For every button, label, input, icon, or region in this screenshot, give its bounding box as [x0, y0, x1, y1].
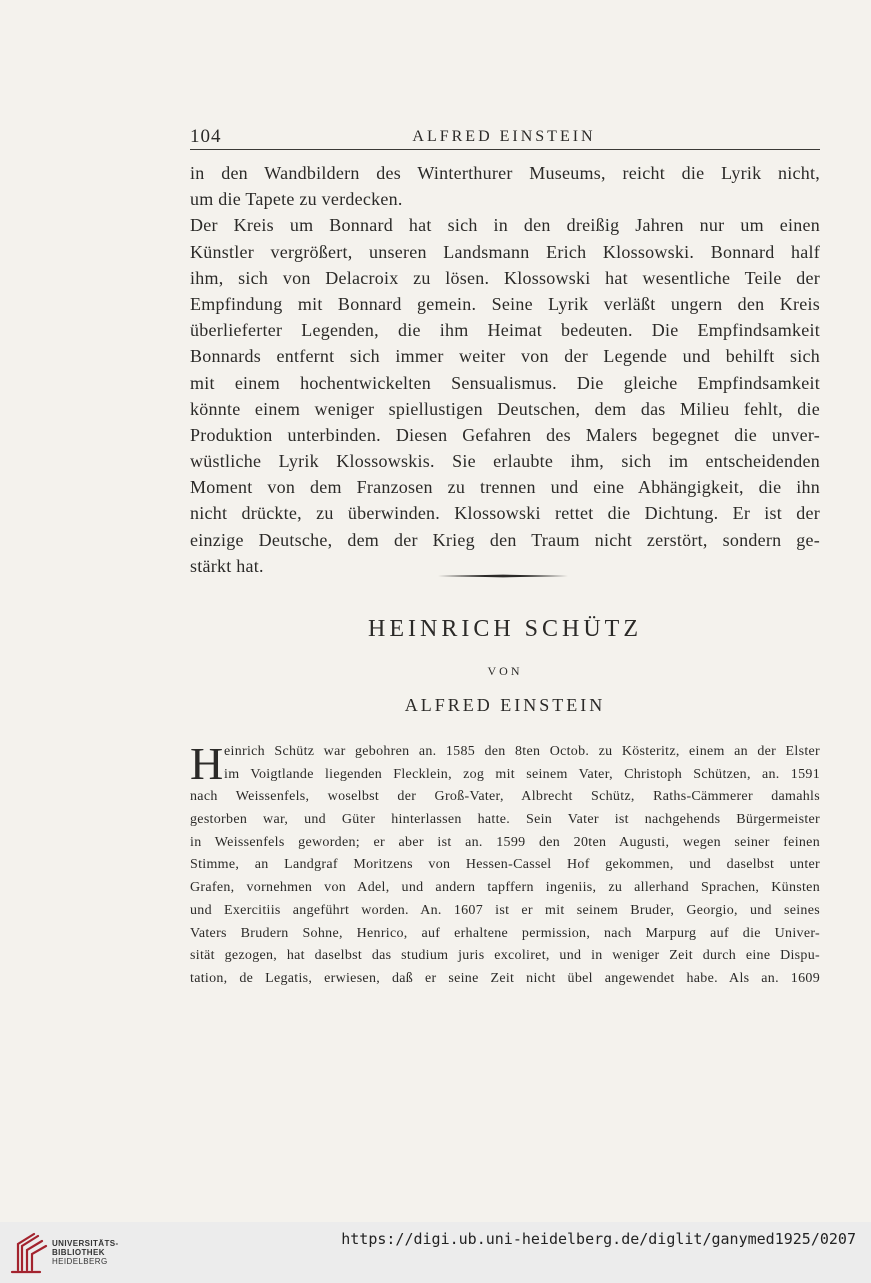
- header-rule: [190, 149, 820, 150]
- body-line: könnte einem weniger spiellustigen Deutschen, dem das Milieu fehlt, die: [190, 398, 820, 419]
- body-line: wüstliche Lyrik Klossowskis. Sie erlaubte ihm, sich im entscheidenden: [190, 451, 820, 472]
- body-line: in den Wandbildern des Winterthurer Museums, reicht die Lyrik nicht,: [190, 163, 820, 183]
- body-text: [190, 160, 820, 579]
- section-author: ALFRED EINSTEIN: [404, 695, 606, 715]
- article-line: im Voigtlande liegenden Flecklein, zog mit seinem Vater, Christoph Schützen, an. 1591: [224, 766, 820, 782]
- article-line: in Weissenfels geworden; er aber ist an. 1599 den 20ten Augusti, wegen seiner feinen: [190, 834, 820, 850]
- body-line: Produktion unterbinden. Diesen Gefahren des Malers begegnet die unver-: [190, 424, 820, 445]
- body-line: Künstler vergrößert, unseren Landsmann Erich Klossowski. Bonnard half: [190, 241, 820, 262]
- article-line: Grafen, vornehmen von Adel, und andern tapffern ingeniis, zu allerhand Sprachen, Künsten: [190, 880, 820, 896]
- page-number: 104: [190, 126, 222, 147]
- body-line: mit einem hochentwickelten Sensualismus. Die gleiche Empfindsamkeit: [190, 372, 820, 393]
- body-line: Empfindung mit Bonnard gemein. Seine Lyrik verläßt ungern den Kreis: [190, 293, 820, 314]
- body-line: Moment von dem Franzosen zu trennen und eine Abhängigkeit, die ihn: [190, 477, 820, 498]
- body-line: um die Tapete zu verdecken.: [190, 189, 403, 210]
- article-line: einrich Schütz war gebohren an. 1585 den 8ten Octob. zu Kösteritz, einem an der Elster: [224, 744, 820, 759]
- library-line: HEIDELBERG: [52, 1257, 108, 1266]
- article-line: Stimme, an Landgraf Moritzens von Hessen-Cassel Hof gekommen, und daselbst unter: [190, 857, 820, 873]
- article-line: nach Weissenfels, woselbst der Groß-Vater, Albrecht Schütz, Raths-Cämmerer damahls: [190, 789, 820, 805]
- article-line: gestorben war, und Güter hinterlassen hatte. Sein Vater ist nachgehends Bürgermeister: [190, 812, 820, 828]
- library-line: UNIVERSITÄTS-: [52, 1239, 119, 1248]
- article-text: [190, 738, 820, 991]
- article-line: Vaters Brudern Sohne, Henrico, auf erhaltene permission, nach Marpurg auf die Univer-: [190, 925, 820, 941]
- viewer-footer: [0, 1222, 871, 1283]
- section-von: VON: [487, 664, 523, 678]
- library-logo-icon[interactable]: [8, 1230, 48, 1276]
- article-line: sität gezogen, hat daselbst das studium juris excoliret, und in weniger Zeit durch eine Dispu-: [190, 948, 820, 964]
- ornamental-rule: [438, 574, 568, 578]
- section-title: HEINRICH SCHÜTZ: [368, 616, 642, 642]
- body-line: einzige Deutsche, dem der Krieg den Traum nicht zerstört, sondern ge-: [190, 529, 820, 550]
- body-line: Der Kreis um Bonnard hat sich in den dreißig Jahren nur um einen: [190, 215, 820, 236]
- body-line: ihm, sich von Delacroix zu lösen. Klossowski hat wesentliche Teile der: [190, 267, 820, 288]
- body-line: nicht drückte, zu überwinden. Klossowski rettet die Dichtung. Er ist der: [190, 503, 820, 524]
- running-head-title: ALFRED EINSTEIN: [412, 128, 596, 145]
- body-line: Bonnards entfernt sich immer weiter von der Legende und behilft sich: [190, 346, 820, 367]
- library-name: [52, 1239, 119, 1266]
- drop-cap: H: [190, 738, 224, 789]
- library-line: BIBLIOTHEK: [52, 1248, 105, 1257]
- article-line: tation, de Legatis, erwiesen, daß er seine Zeit nicht übel angewendet habe. Als an. 1609: [190, 970, 820, 986]
- article-line: und Exercitiis angeführt worden. An. 1607 ist er mit seinem Bruder, Georgio, und seines: [190, 902, 820, 918]
- running-head: [190, 126, 818, 150]
- body-line: überlieferter Legenden, die ihm Heimat bedeuten. Die Empfindsamkeit: [190, 320, 820, 341]
- body-line: stärkt hat.: [190, 555, 264, 576]
- permalink-url[interactable]: https://digi.ub.uni-heidelberg.de/diglit/ganymed1925/0207: [341, 1230, 856, 1248]
